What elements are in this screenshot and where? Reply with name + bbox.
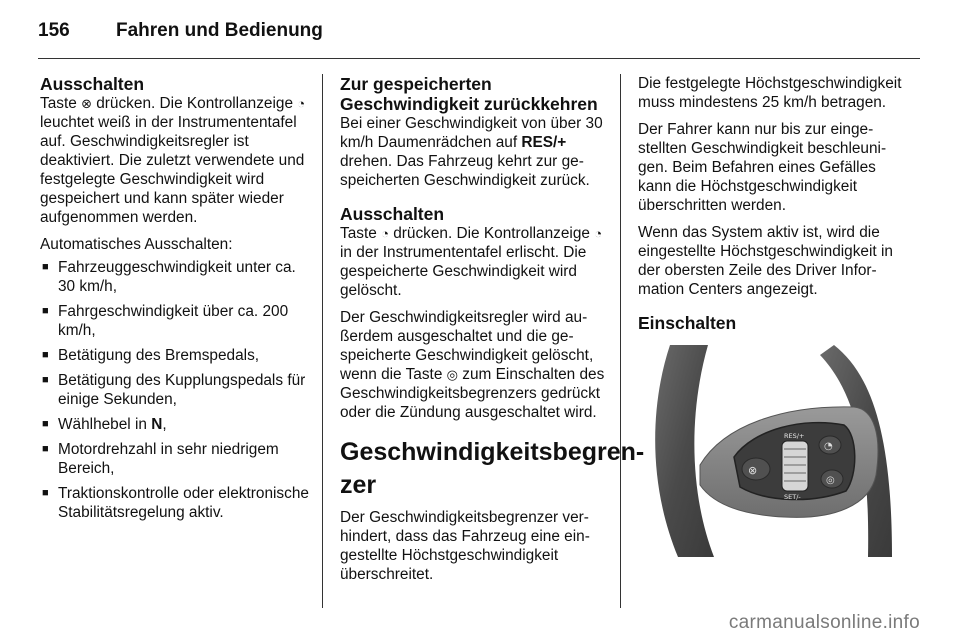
svg-text:⊗: ⊗ [748,464,758,477]
set-label: SET/- [784,493,801,501]
text: drücken. Die Kontrollanzeige [388,225,595,242]
cruise-control-icon: ◔ [381,226,389,241]
paragraph [340,308,610,422]
text: drücken. Die Kontrollanzeige [91,95,298,112]
text: Wählhebel in [58,416,152,433]
svg-text:◔: ◔ [824,441,833,452]
gear-n: N [151,416,163,433]
page-header [38,20,920,58]
page-title: Fahren und Bedienung [116,20,323,41]
text: Taste [340,225,382,242]
list-item [40,415,310,434]
svg-text:◎: ◎ [826,475,835,486]
section-heading-resume: Zur gespeicherten Geschwindigkeit zurückkehren [340,74,598,114]
cruise-control-icon: ◔ [594,226,603,241]
page-number: 156 [38,20,70,41]
auto-off-label: Automatisches Ausschalten: [40,236,233,253]
section-heading-ausschalten-2: Ausschalten [340,204,445,224]
res-label: RES/+ [521,134,567,151]
section-heading-ausschalten: Ausschalten [40,74,145,94]
text: Taste [40,95,82,112]
column-3 [638,74,910,333]
cruise-control-icon: ◔ [297,96,306,111]
watermark: carmanualsonline.info [728,612,920,633]
auto-off-list [40,258,310,522]
section-heading-einschalten: Einschalten [638,313,737,333]
column-divider [322,74,323,608]
paragraph: Der Fahrer kann nur bis zur eingestellten Geschwindigkeit beschleunigen. Beim Befahren eines Gefälles kann die Höchstgeschwindigkeit überschritten werden. [638,121,887,214]
list-item: ■ Motordrehzahl in sehr niedrigem Bereich, [40,440,310,478]
paragraph: Wenn das System aktiv ist, wird die eingestellte Höchstgeschwindigkeit in der obersten Zeile des Driver Information Centers angezeigt. [638,224,893,298]
list-item: ■ Traktionskontrolle oder elektronische Stabilitätsregelung aktiv. [40,484,310,522]
list-item: ■ Fahrzeuggeschwindigkeit unter ca. 30 km/h, [40,258,310,296]
steering-wheel-graphic [644,345,896,557]
list-item: ■ Fahrgeschwindigkeit über ca. 200 km/h, [40,302,310,340]
paragraph: Die festgelegte Höchstgeschwindigkeit muss mindestens 25 km/h betragen. [638,75,902,111]
res-label: RES/+ [784,432,805,440]
paragraph [40,94,310,227]
header-divider [38,58,920,59]
steering-wheel-illustration [644,345,896,557]
paragraph: Der Geschwindigkeitsbegrenzer verhindert, dass das Fahrzeug eine eingestellte Höchstgeschwindigkeit überschreitet. [340,509,590,583]
text: , [162,416,167,433]
column-2 [340,74,645,592]
text: in der Instrumententafel erlischt. Die gespeicherte Geschwindigkeit wird gelöscht. [340,244,587,299]
text: drehen. Das Fahrzeug kehrt zur gespeicherten Geschwindigkeit zurück. [340,153,590,189]
speed-limiter-icon: ◎ [446,367,459,382]
paragraph [340,224,610,300]
text: Bei einer Geschwindigkeit von über 30 km/h Daumenrädchen auf [340,115,603,151]
list-item: ■ Betätigung des Bremspedals, [40,346,310,365]
text: zum Einschalten des Geschwindigkeitsbegrenzers gedrückt oder die Zündung ausgeschaltet wird. [340,366,605,421]
column-divider [620,74,621,608]
paragraph [340,114,610,190]
cancel-cruise-icon: ⊗ [81,96,92,111]
list-item: ■ Betätigung des Kupplungspedals für einige Sekunden, [40,371,310,409]
column-1 [40,74,310,528]
chapter-heading-limiter: Geschwindigkeitsbegrenzer [340,438,645,499]
text: leuchtet weiß in der Instrumententafel auf. Geschwindigkeitsregler ist deaktiviert. Die zuletzt verwendete und festgelegte Geschwindigkeit wird gespeichert und kann später wieder aufgenommen werden. [40,114,305,226]
text: Der Geschwindigkeitsregler wird außerdem ausgeschaltet und die gespeicherte Geschwindigkeit gelöscht, wenn die Taste [340,309,594,383]
